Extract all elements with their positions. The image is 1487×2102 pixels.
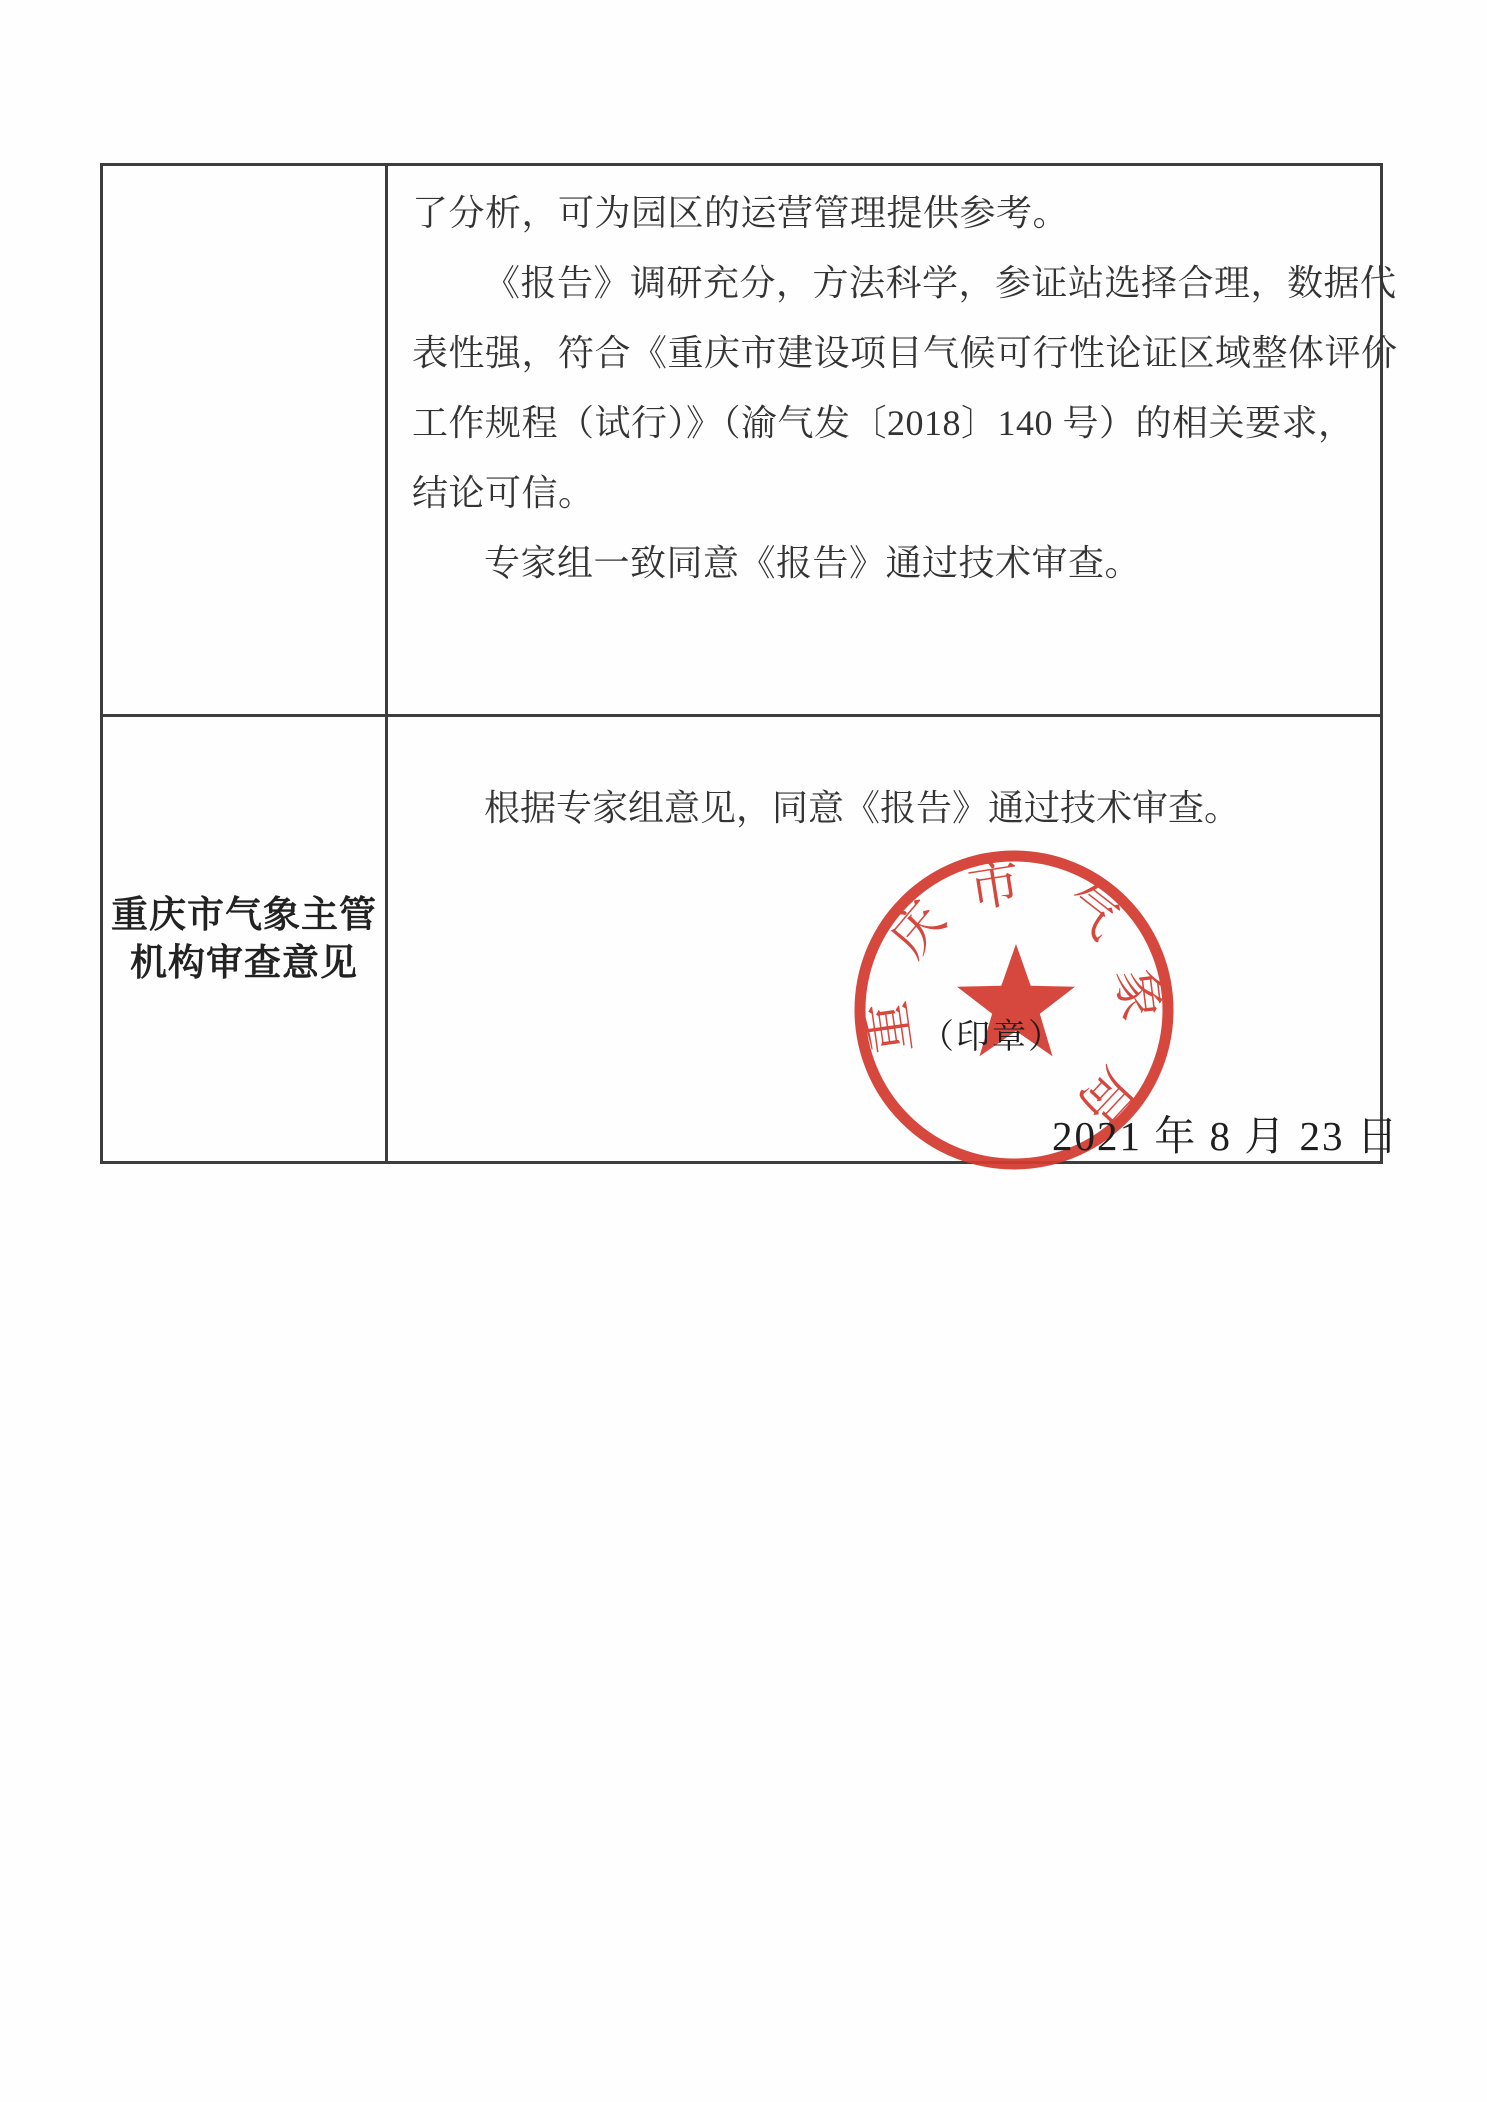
- expert-opinion-cell: [388, 166, 1422, 714]
- authority-opinion-text: 根据专家组意见，同意《报告》通过技术审查。: [484, 788, 1241, 828]
- stamp-char-1: 重: [858, 997, 923, 1058]
- stamp-char-2: 庆: [880, 891, 958, 969]
- expert-line-1: 了分析，可为园区的运营管理提供参考。: [412, 193, 1070, 233]
- stamp-char-6: 局: [1066, 1056, 1144, 1134]
- expert-opinion-text: [388, 166, 1422, 598]
- review-table: [100, 163, 1400, 1164]
- expert-line-2: 《报告》调研充分，方法科学，参证站选择合理，数据代: [484, 263, 1397, 303]
- authority-header-line-1: 重庆市气象主管: [111, 894, 377, 935]
- stamp-char-5: 象: [1106, 965, 1170, 1025]
- authority-header-line-2: 机构审查意见: [130, 942, 358, 983]
- authority-opinion-cell: [388, 717, 1400, 1161]
- expert-line-6: 专家组一致同意《报告》通过技术审查。: [484, 543, 1142, 583]
- expert-opinion-row: [103, 166, 1398, 717]
- seal-placeholder-label: （印章）: [920, 1019, 1064, 1056]
- expert-line-5: 结论可信。: [412, 473, 595, 513]
- authority-review-row: [103, 717, 1400, 1161]
- stamp-char-3: 市: [964, 854, 1025, 920]
- expert-line-3: 表性强，符合《重庆市建设项目气候可行性论证区域整体评价: [412, 333, 1398, 373]
- review-date: 2021 年 8 月 23 日: [1052, 1113, 1400, 1159]
- authority-header-cell: [103, 717, 388, 1161]
- stamp-char-4: 气: [1052, 873, 1129, 951]
- expert-opinion-header-cell: [103, 166, 388, 714]
- expert-line-4: 工作规程（试行）》（渝气发〔2018〕140 号）的相关要求，: [412, 403, 1355, 443]
